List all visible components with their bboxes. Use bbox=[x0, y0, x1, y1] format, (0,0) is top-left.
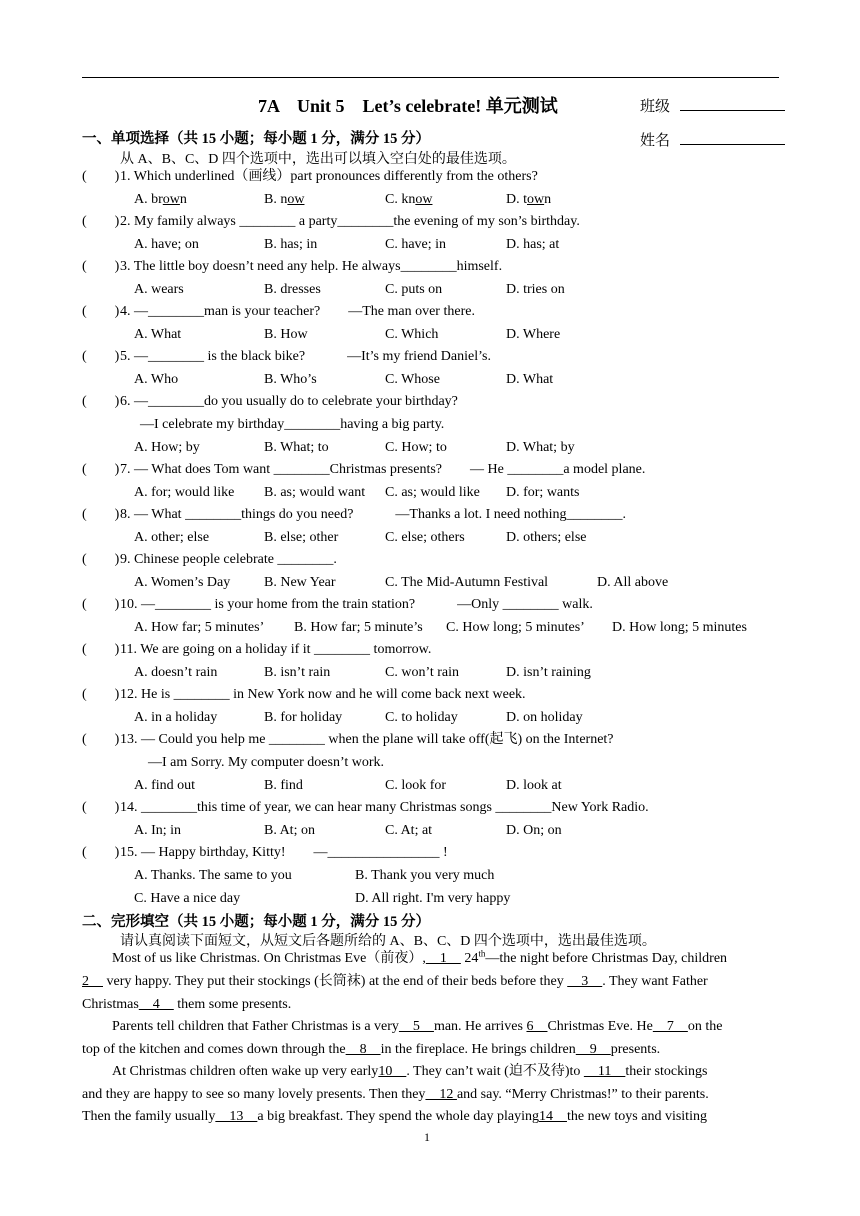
q10-option-d: D. How long; 5 minutes bbox=[612, 620, 747, 635]
q6-option-a: A. How; by bbox=[134, 440, 200, 455]
q4-option-b: B. How bbox=[264, 327, 308, 342]
question-14: ( )14. ________this time of year, we can hear many Christmas songs ________New York Radio. bbox=[82, 800, 649, 815]
question-15: ( )15. — Happy birthday, Kitty! —________________ ! bbox=[82, 845, 448, 860]
q11-option-b: B. isn’t rain bbox=[264, 665, 331, 680]
q1-option-c: C. know bbox=[385, 192, 433, 207]
name-label: 姓名 bbox=[640, 133, 671, 149]
section1-instruction: 从 A、B、C、D 四个选项中，选出可以填入空白处的最佳选项。 bbox=[120, 152, 516, 167]
passage-line-8: Then the family usually 13 a big breakfast. They spend the whole day playing14 the new toys and visiting bbox=[82, 1109, 707, 1124]
q8-option-d: D. others; else bbox=[506, 530, 587, 545]
q2-option-d: D. has; at bbox=[506, 237, 560, 252]
page-number: 1 bbox=[424, 1130, 430, 1144]
q13-option-c: C. look for bbox=[385, 778, 447, 793]
page-title: 7A Unit 5 Let’s celebrate! 单元测试 bbox=[258, 96, 558, 116]
q12-option-b: B. for holiday bbox=[264, 710, 343, 725]
q8-option-c: C. else; others bbox=[385, 530, 465, 545]
q15-option-a: A. Thanks. The same to you bbox=[134, 868, 292, 883]
q4-option-a: A. What bbox=[134, 327, 182, 342]
q10-option-c: C. How long; 5 minutes’ bbox=[446, 620, 585, 635]
q5-option-c: C. Whose bbox=[385, 372, 440, 387]
question-4: ( )4. —________man is your teacher? —The man over there. bbox=[82, 304, 475, 319]
passage-line-4: Parents tell children that Father Christmas is a very 5 man. He arrives 6 Christmas Eve. He 7 on the bbox=[112, 1019, 723, 1034]
class-blank bbox=[680, 96, 785, 111]
q7-option-d: D. for; wants bbox=[506, 485, 580, 500]
q7-option-c: C. as; would like bbox=[385, 485, 480, 500]
q3-option-c: C. puts on bbox=[385, 282, 443, 297]
q2-option-a: A. have; on bbox=[134, 237, 199, 252]
q6-option-d: D. What; by bbox=[506, 440, 575, 455]
header-rule bbox=[82, 77, 779, 78]
passage-line-7: and they are happy to see so many lovely presents. Then they 12 and say. “Merry Christmas!” to their parents. bbox=[82, 1087, 709, 1102]
question-5: ( )5. —________ is the black bike? —It’s my friend Daniel’s. bbox=[82, 349, 491, 364]
q3-option-a: A. wears bbox=[134, 282, 184, 297]
passage-line-1: Most of us like Christmas. On Christmas Eve（前夜）, 1 24th—the night before Christmas Day, children bbox=[112, 948, 728, 966]
answer-paren: ( ) bbox=[82, 169, 120, 184]
q1-option-a: A. brown bbox=[134, 192, 187, 207]
question-12: ( )12. He is ________ in New York now and he will come back next week. bbox=[82, 687, 526, 702]
q15-option-b: B. Thank you very much bbox=[355, 868, 495, 883]
question-1: ( )1. Which underlined（画线）part pronounces differently from the others? bbox=[82, 169, 538, 184]
q11-option-a: A. doesn’t rain bbox=[134, 665, 218, 680]
q6-option-b: B. What; to bbox=[264, 440, 329, 455]
q11-option-d: D. isn’t raining bbox=[506, 665, 591, 680]
name-field bbox=[640, 129, 785, 150]
q15-option-d: D. All right. I'm very happy bbox=[355, 891, 511, 906]
q10-option-a: A. How far; 5 minutes’ bbox=[134, 620, 265, 635]
q14-option-c: C. At; at bbox=[385, 823, 433, 838]
q7-option-b: B. as; would want bbox=[264, 485, 366, 500]
passage-line-2: 2 very happy. They put their stockings (长筒袜) at the end of their beds before they 3 . They want Father bbox=[82, 974, 708, 989]
passage-line-5: top of the kitchen and comes down through the 8 in the fireplace. He brings children 9 presents. bbox=[82, 1042, 661, 1057]
q11-option-c: C. won’t rain bbox=[385, 665, 460, 680]
q15-option-c: C. Have a nice day bbox=[134, 891, 241, 906]
q2-option-c: C. have; in bbox=[385, 237, 447, 252]
question-8: ( )8. — What ________things do you need? —Thanks a lot. I need nothing________. bbox=[82, 507, 627, 522]
q5-option-d: D. What bbox=[506, 372, 554, 387]
q5-option-b: B. Who’s bbox=[264, 372, 317, 387]
q14-option-a: A. In; in bbox=[134, 823, 182, 838]
section1-heading: 一、单项选择（共 15 小题；每小题 1 分，满分 15 分） bbox=[82, 131, 430, 147]
q13-option-a: A. find out bbox=[134, 778, 196, 793]
q9-option-c: C. The Mid-Autumn Festival bbox=[385, 575, 549, 590]
question-10: ( )10. —________ is your home from the train station? —Only ________ walk. bbox=[82, 597, 593, 612]
question-7: ( )7. — What does Tom want ________Christmas presents? — He ________a model plane. bbox=[82, 462, 646, 477]
q2-option-b: B. has; in bbox=[264, 237, 318, 252]
question-13-reply: —I am Sorry. My computer doesn’t work. bbox=[148, 755, 385, 770]
question-9: ( )9. Chinese people celebrate ________. bbox=[82, 552, 337, 567]
q6-option-c: C. How; to bbox=[385, 440, 447, 455]
q9-option-a: A. Women’s Day bbox=[134, 575, 231, 590]
q1-option-d: D. town bbox=[506, 192, 552, 207]
q9-option-b: B. New Year bbox=[264, 575, 336, 590]
q5-option-a: A. Who bbox=[134, 372, 179, 387]
class-label: 班级 bbox=[640, 99, 671, 115]
q13-option-b: B. find bbox=[264, 778, 303, 793]
q1-option-b: B. now bbox=[264, 192, 305, 207]
name-blank bbox=[680, 130, 785, 145]
q7-option-a: A. for; would like bbox=[134, 485, 235, 500]
q3-option-d: D. tries on bbox=[506, 282, 565, 297]
q14-option-d: D. On; on bbox=[506, 823, 562, 838]
question-6: ( )6. —________do you usually do to celebrate your birthday? bbox=[82, 394, 458, 409]
q13-option-d: D. look at bbox=[506, 778, 562, 793]
q12-option-c: C. to holiday bbox=[385, 710, 458, 725]
section2-instruction: 请认真阅读下面短文，从短文后各题所给的 A、B、C、D 四个选项中，选出最佳选项。 bbox=[120, 934, 656, 949]
question-13: ( )13. — Could you help me ________ when the plane will take off(起飞) on the Internet? bbox=[82, 732, 614, 747]
q14-option-b: B. At; on bbox=[264, 823, 315, 838]
question-3: ( )3. The little boy doesn’t need any help. He always________himself. bbox=[82, 259, 503, 274]
section2-heading: 二、完形填空（共 15 小题；每小题 1 分，满分 15 分） bbox=[82, 914, 430, 930]
q4-option-c: C. Which bbox=[385, 327, 439, 342]
q8-option-a: A. other; else bbox=[134, 530, 210, 545]
q12-option-d: D. on holiday bbox=[506, 710, 583, 725]
q4-option-d: D. Where bbox=[506, 327, 561, 342]
passage-line-3: Christmas 4 them some presents. bbox=[82, 997, 292, 1012]
q10-option-b: B. How far; 5 minute’s bbox=[294, 620, 423, 635]
q9-option-d: D. All above bbox=[597, 575, 669, 590]
class-field bbox=[640, 95, 785, 116]
question-11: ( )11. We are going on a holiday if it ________ tomorrow. bbox=[82, 642, 432, 657]
question-2: ( )2. My family always ________ a party________the evening of my son’s birthday. bbox=[82, 214, 580, 229]
q12-option-a: A. in a holiday bbox=[134, 710, 218, 725]
passage-line-6: At Christmas children often wake up very early10 . They can’t wait (迫不及待)to 11 their stockings bbox=[112, 1064, 708, 1079]
q3-option-b: B. dresses bbox=[264, 282, 321, 297]
question-6-reply: —I celebrate my birthday________having a big party. bbox=[140, 417, 445, 432]
q8-option-b: B. else; other bbox=[264, 530, 339, 545]
